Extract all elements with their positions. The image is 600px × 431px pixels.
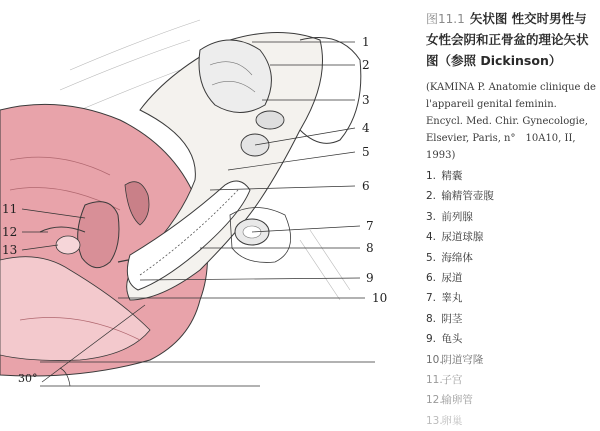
callout-6: 6 [362,179,370,193]
legend-item: 7. 睾丸 [426,292,463,305]
figure-caption [426,8,596,431]
legend-item: 2. 输精管壶腹 [426,190,494,203]
legend-item: 5. 海绵体 [426,251,473,264]
legend-item: 11. 子宫 [426,373,463,386]
legend-item: 13. 卵巢 [426,414,463,427]
callout-12: 12 [2,225,18,239]
ovary-shape [56,236,80,254]
legend-item: 6. 尿道 [426,271,463,284]
figure-title: 矢状图 性交时男性与女性会阴和正骨盆的理论矢状图（参照 Dickinson） [426,11,589,68]
callout-8: 8 [366,241,374,255]
figure-heading [426,8,596,71]
seminal-vesicle-shape [256,111,284,129]
figure-source: (KAMINA P. Anatomie clinique de l'appareil genital feminin. Encycl. Med. Chir. Gynecologie, Elsevier, Paris, n° 10A10, II, 1993) [426,82,596,161]
legend-list [426,166,596,431]
figure-number: 图11.1 [426,12,465,26]
callout-2: 2 [362,58,370,72]
angle-label: 30° [18,372,38,385]
legend-item: 1. 精囊 [426,170,463,182]
callout-9: 9 [366,271,374,285]
callout-7: 7 [366,219,374,233]
callout-1: 1 [362,35,370,49]
callout-3: 3 [362,93,370,107]
callout-4: 4 [362,121,370,135]
legend-item: 9. 龟头 [426,333,463,346]
legend-item: 12. 输卵管 [426,394,473,407]
legend-item: 4. 尿道球腺 [426,231,484,244]
legend-item: 3. 前列腺 [426,210,473,223]
callout-10: 10 [372,291,388,305]
callout-5: 5 [362,145,370,159]
legend-item: 8. 阴茎 [426,312,463,325]
legend-item: 10. 阴道穹隆 [426,353,484,366]
callout-13: 13 [2,243,18,257]
uterus-shape [78,202,119,268]
callout-11: 11 [2,202,18,216]
